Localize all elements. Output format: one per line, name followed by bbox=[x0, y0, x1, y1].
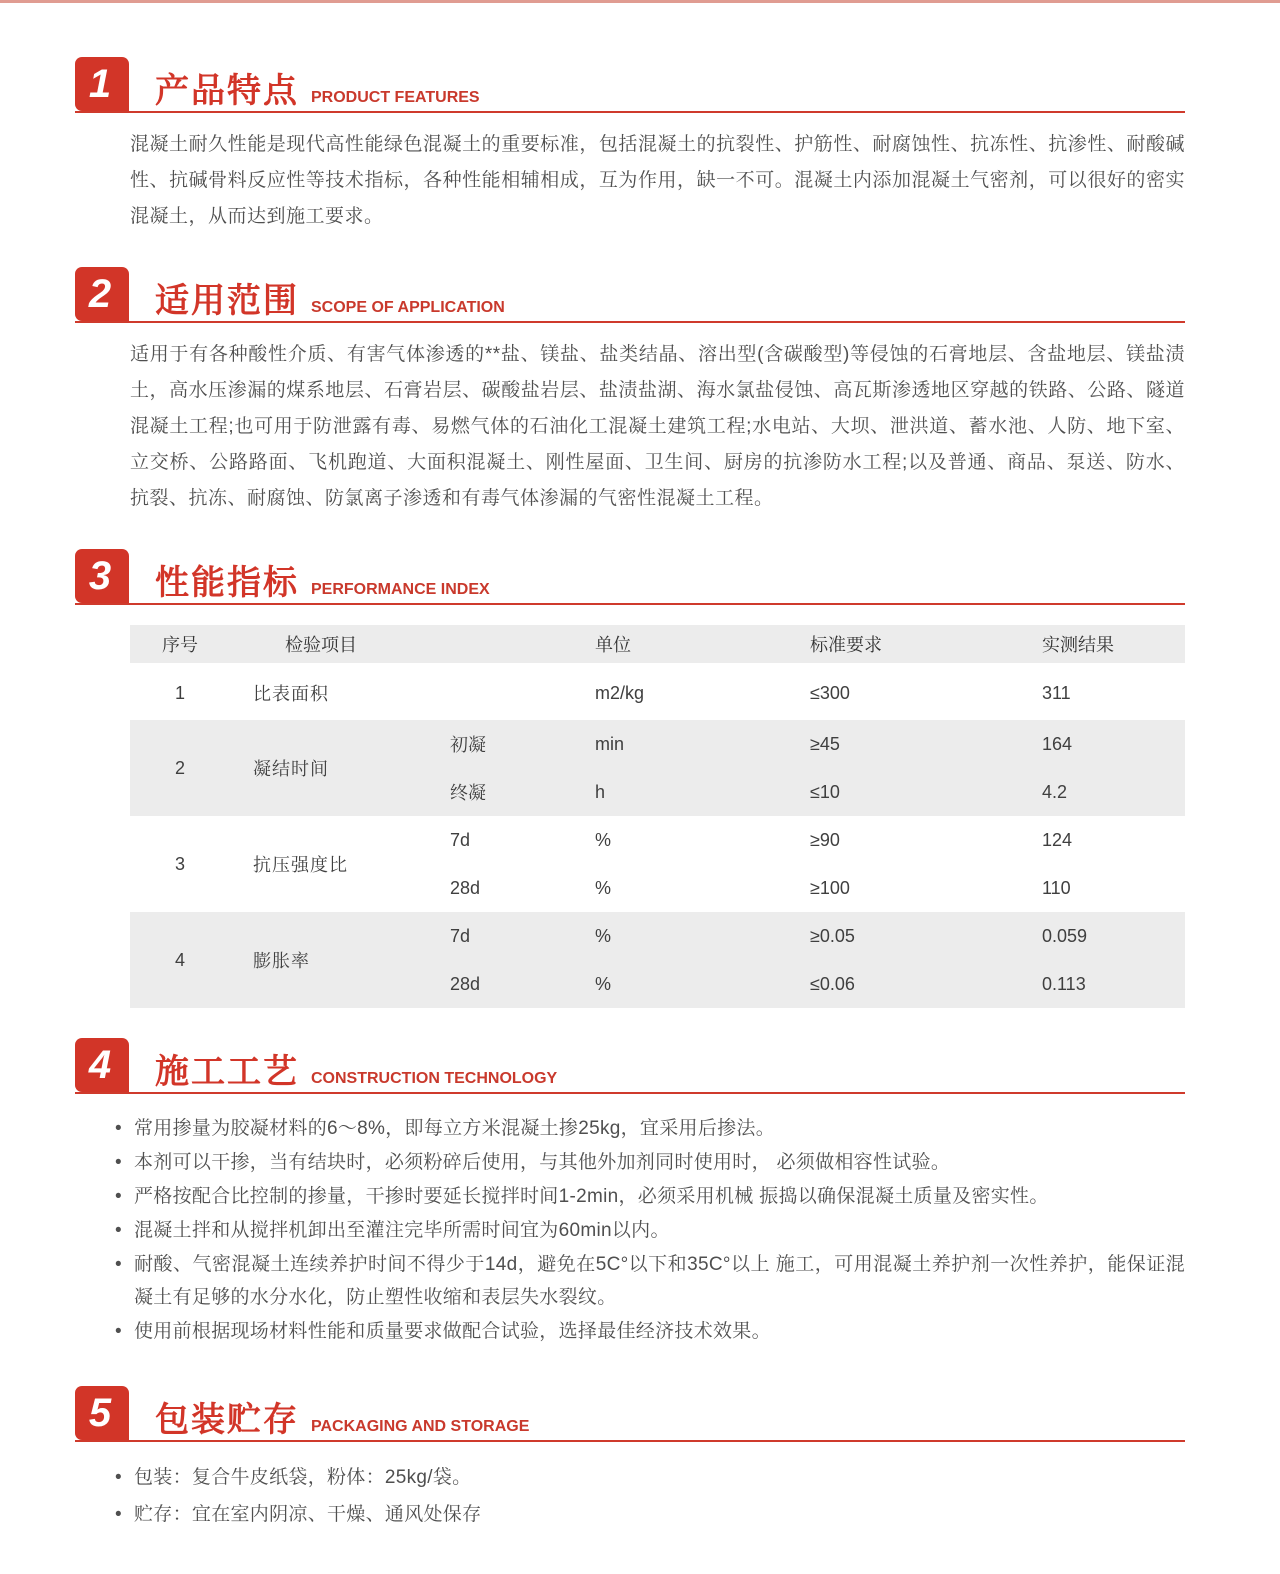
bullet-item: • 使用前根据现场材料性能和质量要求做配合试验，选择最佳经济技术效果。 bbox=[115, 1315, 1185, 1348]
section-title: 产品特点 bbox=[155, 72, 299, 110]
row-item: 比表面积 bbox=[253, 684, 329, 704]
row-standard: ≤0.06 bbox=[810, 973, 855, 994]
section-subtitle: PACKAGING AND STORAGE bbox=[311, 1418, 530, 1435]
row-result: 124 bbox=[1042, 829, 1073, 850]
section-number-badge: 1 bbox=[75, 57, 129, 111]
section-subtitle: SCOPE OF APPLICATION bbox=[311, 299, 505, 316]
row-standard: ≥90 bbox=[810, 829, 840, 850]
section-title: 性能指标 bbox=[155, 564, 299, 602]
row-result: 164 bbox=[1042, 733, 1073, 754]
row-standard: ≥100 bbox=[810, 877, 850, 898]
bullet-item: • 耐酸、气密混凝土连续养护时间不得少于14d，避免在5C°以下和35C°以上 施工，可用混凝土养护剂一次性养护，能保证混凝土有足够的水分水化，防止塑性收缩和表层失水裂纹。 bbox=[115, 1248, 1185, 1314]
bullet-item: • 严格按配合比控制的掺量，干掺时要延长搅拌时间1-2min，必须采用机械 振捣以确保混凝土质量及密实性。 bbox=[115, 1180, 1185, 1213]
section-2-header bbox=[75, 265, 1185, 323]
section-5-header bbox=[75, 1384, 1185, 1442]
row-unit: m2/kg bbox=[595, 682, 645, 703]
application-scope-paragraph: 适用于有各种酸性介质、有害气体渗透的**盐、镁盐、盐类结晶、溶出型(含碳酸型)等侵蚀的石膏地层、含盐地层、镁盐渍土，高水压渗漏的煤系地层、石膏岩层、碳酸盐岩层、盐渍盐湖、海水氯盐侵蚀、高瓦斯渗透地区穿越的铁路、公路、隧道混凝土工程;也可用于防泄露有毒、易燃气体的石油化工混凝土建筑工程;水电站、大坝、泄洪道、蓄水池、人防、地下室、立交桥、公路路面、飞机跑道、大面积混凝土、刚性屋面、卫生间、厨房的抗渗防水工程;以及普通、商品、泵送、防水、抗裂、抗冻、耐腐蚀、防氯离子渗透和有毒气体渗漏的气密性混凝土工程。 bbox=[130, 344, 1185, 509]
section-3-header bbox=[75, 547, 1185, 605]
bullet-item: • 贮存：宜在室内阴凉、干燥、通风处保存 bbox=[115, 1497, 1185, 1532]
row-no: 2 bbox=[174, 757, 185, 778]
column-header-no: 序号 bbox=[162, 635, 198, 655]
section-number-badge: 5 bbox=[75, 1386, 129, 1440]
section-subtitle: PRODUCT FEATURES bbox=[311, 89, 480, 106]
column-header-standard: 标准要求 bbox=[810, 635, 882, 655]
row-sub-label: 终凝 bbox=[450, 783, 486, 803]
section-subtitle: CONSTRUCTION TECHNOLOGY bbox=[311, 1070, 558, 1087]
row-unit: % bbox=[595, 925, 612, 946]
column-header-result: 实测结果 bbox=[1042, 635, 1114, 655]
row-unit: h bbox=[595, 781, 606, 802]
row-item: 膨胀率 bbox=[253, 951, 310, 971]
section-1-header bbox=[75, 55, 1185, 113]
row-sub-label: 7d bbox=[450, 925, 471, 946]
section-4-header bbox=[75, 1036, 1185, 1094]
row-result: 311 bbox=[1042, 682, 1071, 703]
bullet-item: • 常用掺量为胶凝材料的6～8%，即每立方米混凝土掺25kg，宜采用后掺法。 bbox=[115, 1112, 1185, 1145]
row-result: 4.2 bbox=[1042, 781, 1068, 802]
bullet-item: • 混凝土拌和从搅拌机卸出至灌注完毕所需时间宜为60min以内。 bbox=[115, 1214, 1185, 1247]
performance-table bbox=[130, 625, 1185, 1008]
row-result: 0.113 bbox=[1042, 973, 1086, 994]
document-body bbox=[0, 55, 1280, 1574]
table-header-row bbox=[130, 625, 1185, 666]
section-number-badge: 2 bbox=[75, 267, 129, 321]
row-standard: ≤300 bbox=[810, 682, 850, 703]
row-unit: min bbox=[595, 733, 625, 754]
section-number-badge: 3 bbox=[75, 549, 129, 603]
row-no: 1 bbox=[174, 682, 185, 703]
section-title: 包装贮存 bbox=[155, 1401, 299, 1439]
row-sub-label: 7d bbox=[450, 829, 471, 850]
packaging-bullet-list bbox=[115, 1460, 1185, 1532]
row-unit: % bbox=[595, 877, 612, 898]
row-unit: % bbox=[595, 973, 612, 994]
top-border bbox=[0, 0, 1280, 3]
column-header-item: 检验项目 bbox=[285, 635, 357, 655]
section-title: 施工工艺 bbox=[155, 1053, 299, 1091]
row-result: 0.059 bbox=[1042, 925, 1088, 946]
row-no: 3 bbox=[174, 853, 185, 874]
section-subtitle: PERFORMANCE INDEX bbox=[311, 581, 490, 598]
row-item: 凝结时间 bbox=[253, 759, 329, 779]
row-result: 110 bbox=[1042, 877, 1071, 898]
column-header-unit: 单位 bbox=[595, 635, 631, 655]
table-row-2 bbox=[130, 720, 1185, 816]
construction-bullet-list bbox=[115, 1112, 1185, 1348]
row-sub-label bbox=[450, 666, 595, 720]
bullet-item: • 包装：复合牛皮纸袋，粉体：25kg/袋。 bbox=[115, 1460, 1185, 1495]
row-standard: ≤10 bbox=[810, 781, 840, 802]
product-features-paragraph: 混凝土耐久性能是现代高性能绿色混凝土的重要标准，包括混凝土的抗裂性、护筋性、耐腐蚀性、抗冻性、抗渗性、耐酸碱性、抗碱骨料反应性等技术指标，各种性能相辅相成，互为作用，缺一不可。混凝土内添加混凝土气密剂，可以很好的密实混凝土，从而达到施工要求。 bbox=[130, 134, 1185, 227]
table-row-1 bbox=[130, 666, 1185, 720]
section-title: 适用范围 bbox=[155, 282, 299, 320]
table-row-3 bbox=[130, 816, 1185, 912]
row-item: 抗压强度比 bbox=[253, 855, 348, 875]
section-number-badge: 4 bbox=[75, 1038, 129, 1092]
table-row-4 bbox=[130, 912, 1185, 1008]
row-sub-label: 28d bbox=[450, 973, 481, 994]
row-sub-label: 初凝 bbox=[450, 735, 486, 755]
row-unit: % bbox=[595, 829, 612, 850]
row-standard: ≥0.05 bbox=[810, 925, 855, 946]
row-sub-label: 28d bbox=[450, 877, 481, 898]
bullet-item: • 本剂可以干掺，当有结块时，必须粉碎后使用，与其他外加剂同时使用时， 必须做相容性试验。 bbox=[115, 1146, 1185, 1179]
row-no: 4 bbox=[174, 949, 185, 970]
row-standard: ≥45 bbox=[810, 733, 840, 754]
